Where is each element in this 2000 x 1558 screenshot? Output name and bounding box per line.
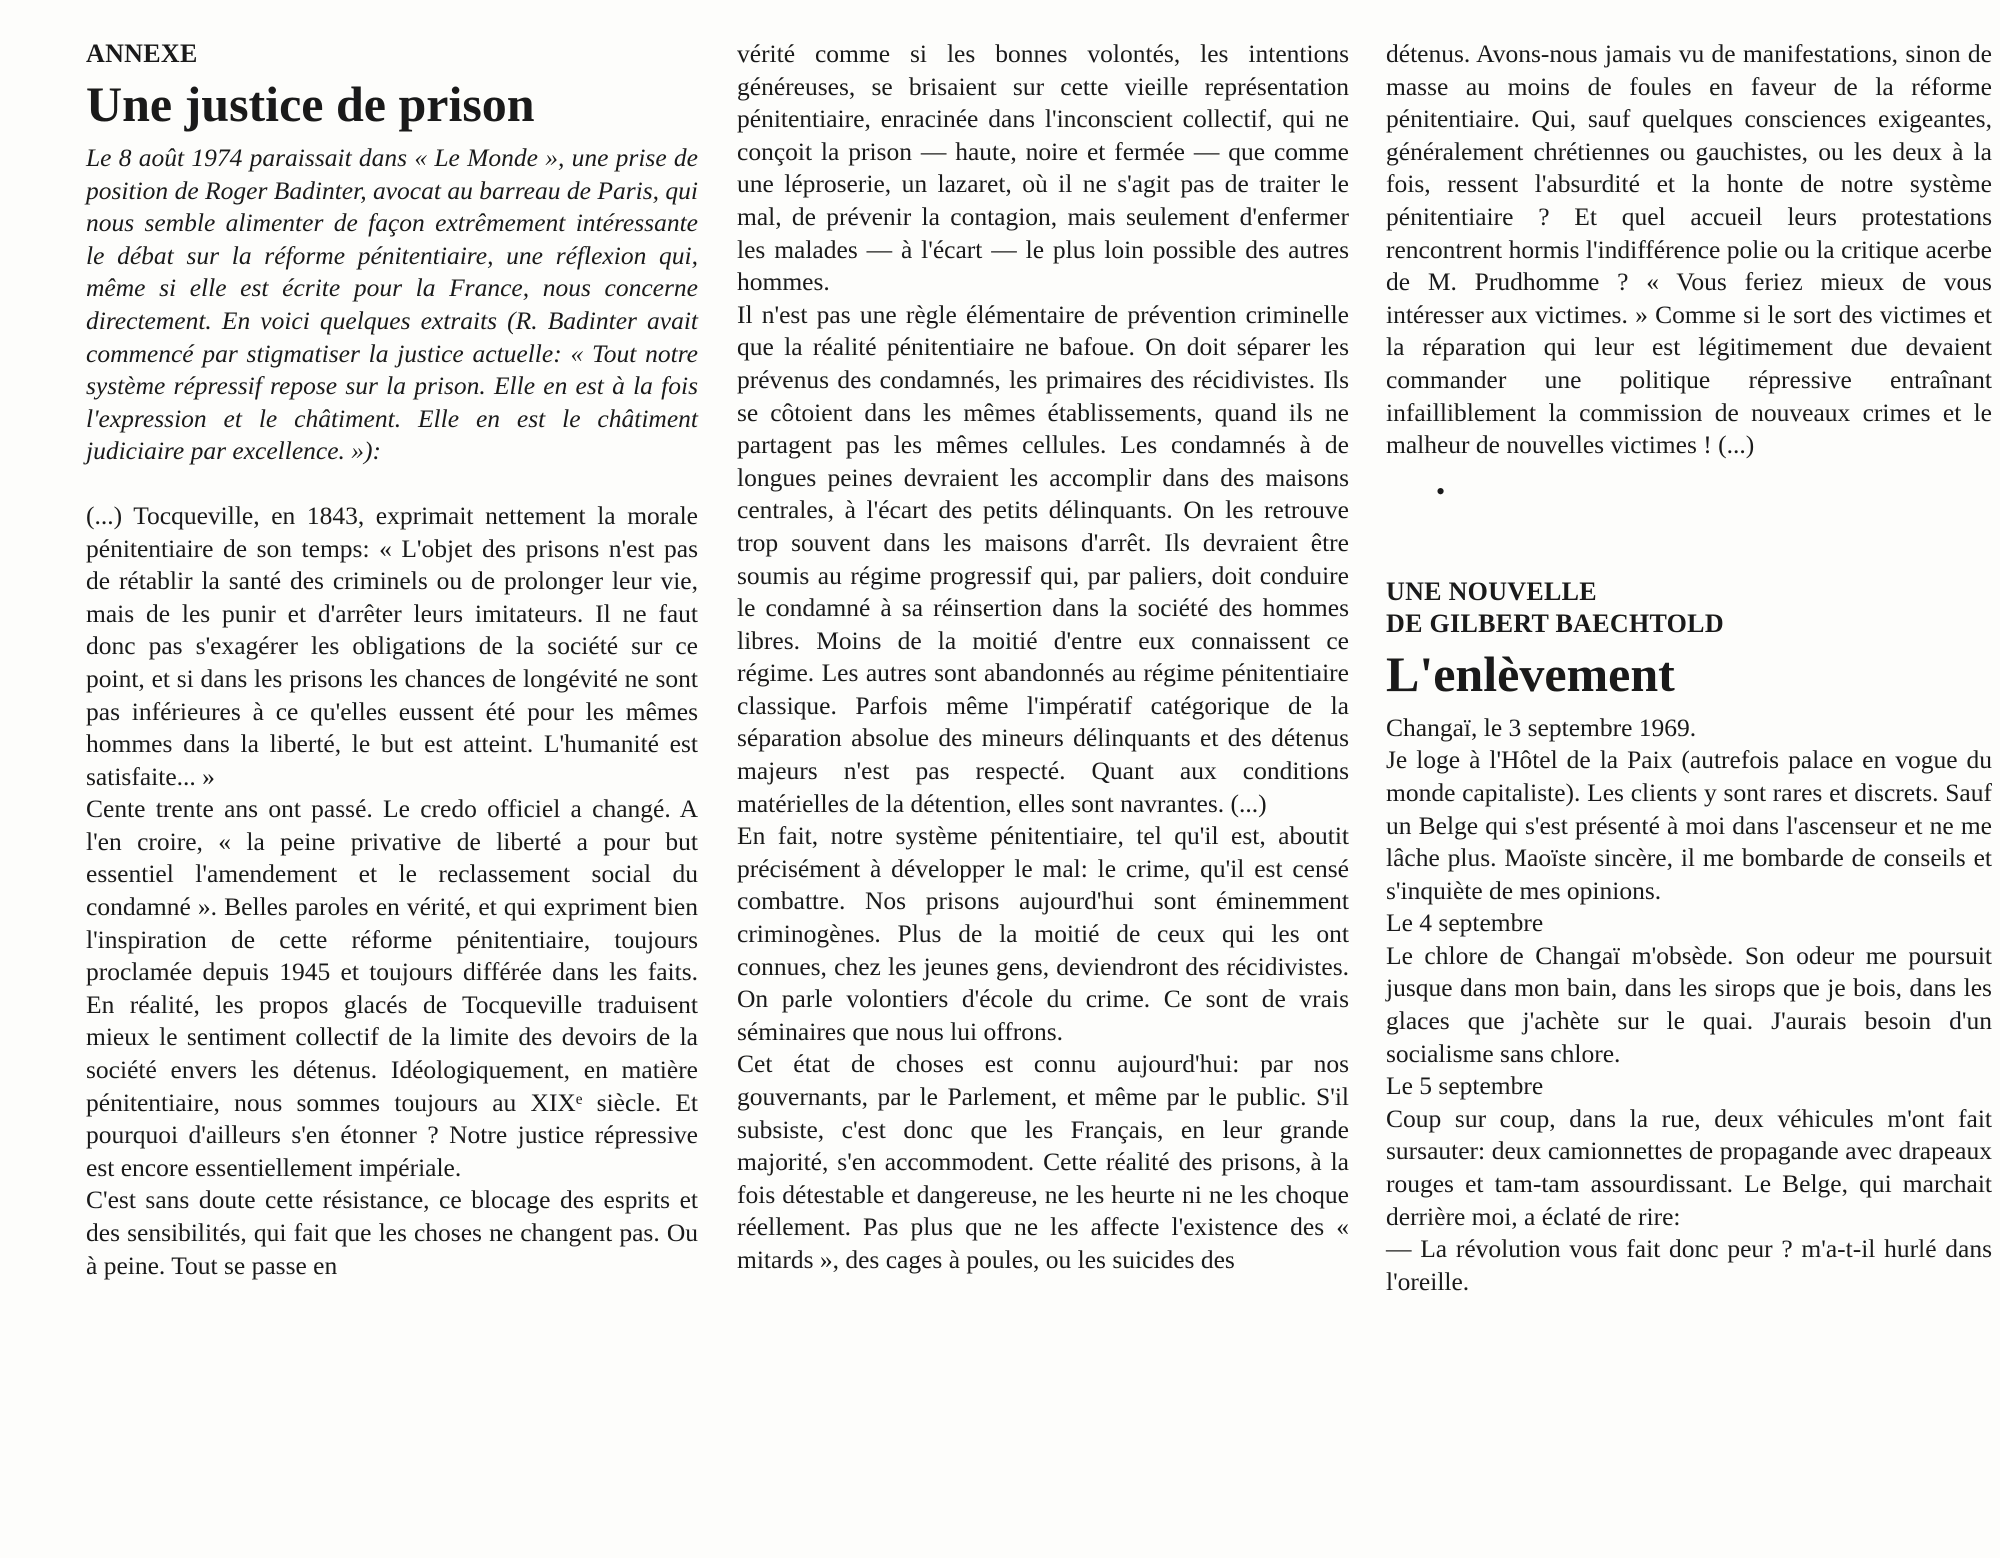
section-kicker-nouvelle-2: DE GILBERT BAECHTOLD xyxy=(1386,608,1724,638)
article-title-prison: Une justice de prison xyxy=(86,76,535,132)
section-separator-dot: • xyxy=(1436,476,1446,506)
paragraph-gap xyxy=(86,468,698,500)
diary-entry: Le chlore de Changaï m'obsède. Son odeur me poursuit jusque dans mon bain, dans les sirops que je bois, dans les glaces que j'achète sur le quai. J'aurais besoin d'un socialisme sans chlore. xyxy=(1386,940,1992,1068)
body-paragraph: vérité comme si les bonnes volontés, les intentions généreuses, se brisaient sur cette vieille représentation pénitentiaire, enracinée dans l'inconscient collectif, qui ne conçoit la prison — haute, noire et fermée — que comme une léproserie, un lazaret, où il ne s'agit pas de traiter le mal, de prévenir la contagion, mais seulement d'enfermer les malades — à l'écart — le plus loin possible des autres hommes. xyxy=(737,39,1349,297)
body-paragraph: détenus. Avons-nous jamais vu de manifestations, sinon de masse au moins de foules en faveur de la réforme pénitentiaire. Qui, sauf quelques consciences exigeantes, généralement chrétiennes ou gauchistes, ou les deux à la fois, ressent l'absurdité et la honte de notre système pénitentiaire ? Et quel accueil leurs protestations rencontrent hormis l'indifférence polie ou la critique acerbe de M. Prudhomme ? « Vous feriez mieux de vous intéresser aux victimes. » Comme si le sort des victimes et la réparation qui leur est légitimement due devaient commander une politique répressive entraînant infailliblement la commission de nouveaux crimes et le malheur de nouvelles victimes ! (...) xyxy=(1386,39,1992,460)
section-kicker-nouvelle-1: UNE NOUVELLE xyxy=(1386,576,1597,606)
body-paragraph: (...) Tocqueville, en 1843, exprimait nettement la morale pénitentiaire de son temps: « L'objet des prisons n'est pas de rétablir la santé des criminels ou de prolonger leur vie, mais de les punir et d'arrêter leurs imitateurs. Il ne faut donc pas s'exagérer les obligations de la société sur ce point, et si dans les prisons les chances de longévité ne sont pas inférieures à ce qu'elles eussent été pour les mêmes hommes dans la liberté, le but est atteint. L'humanité est satisfaite... » xyxy=(86,500,698,791)
diary-entry: — La révolution vous fait donc peur ? m'a-t-il hurlé dans l'oreille. xyxy=(1386,1234,1992,1296)
diary-date: Changaï, le 3 septembre 1969. xyxy=(1386,712,1697,742)
body-paragraph: En fait, notre système pénitentiaire, tel qu'il est, aboutit précisément à développer le mal: le crime, qu'il est censé combattre. Nos prisons aujourd'hui sont éminemment criminogènes. Plus de la moitié de ceux qui les ont connues, chez les jeunes gens, deviendront des récidivistes. On parle volontiers d'école du crime. Ce sont de vrais séminaires que nous lui offrons. xyxy=(737,821,1349,1046)
body-paragraph: C'est sans doute cette résistance, ce blocage des esprits et des sensibilités, qui fait que les choses ne changent pas. Ou à peine. Tout se passe en xyxy=(86,1185,698,1280)
column-3 xyxy=(1386,38,1992,1298)
diary-entry: Je loge à l'Hôtel de la Paix (autrefois palace en vogue du monde capitaliste). Les clients y sont rares et discrets. Sauf un Belge qui s'est présenté à moi dans l'ascenseur et ne me lâche plus. Maoïste sincère, il me bombarde de conseils et s'inquiète de mes opinions. xyxy=(1386,745,1992,905)
section-kicker-annexe: ANNEXE xyxy=(86,39,198,68)
diary-date: Le 4 septembre xyxy=(1386,908,1544,938)
column-2 xyxy=(737,38,1349,1277)
diary-date: Le 5 septembre xyxy=(1386,1071,1544,1101)
body-paragraph: Cente trente ans ont passé. Le credo officiel a changé. A l'en croire, « la peine privative de liberté a pour but essentiel l'amendement et le reclassement social du condamné ». Belles paroles en vérité, et qui expriment bien l'inspiration de cette réforme pénitentiaire, toujours proclamée depuis 1945 et toujours différée dans les faits. En réalité, les propos glacés de Tocqueville traduisent mieux le sentiment collectif de la limite des devoirs de la société envers les détenus. Idéologiquement, en matière pénitentiaire, nous sommes toujours au XIXᵉ siècle. Et pourquoi d'ailleurs s'en étonner ? Notre justice répressive est encore essentiellement impériale. xyxy=(86,794,698,1182)
diary-entry: Coup sur coup, dans la rue, deux véhicules m'ont fait sursauter: deux camionnettes de propagande avec drapeaux rouges et tam-tam assourdissant. Le Belge, qui marchait derrière moi, a éclaté de rire: xyxy=(1386,1103,1992,1231)
body-paragraph: Il n'est pas une règle élémentaire de prévention criminelle que la réalité pénitentiaire ne bafoue. On doit séparer les prévenus des condamnés, les primaires des récidivistes. Ils se côtoient dans les mêmes établissements, quand ils ne partagent pas les mêmes cellules. Les condamnés à de longues peines devraient les accomplir dans des maisons centrales, à l'écart des petits délinquants. On les retrouve trop souvent dans les maisons d'arrêt. Ils devraient être soumis au régime progressif qui, par paliers, doit conduire le condamné à sa réinsertion dans la société des hommes libres. Moins de la moitié d'entre eux connaissent ce régime. Les autres sont abandonnés au régime pénitentiaire classique. Parfois même l'impératif catégorique de la séparation absolue des mineurs délinquants et des détenus majeurs n'est pas respecté. Quant aux conditions matérielles de la détention, elles sont navrantes. (...) xyxy=(737,299,1349,818)
section-gap xyxy=(1386,508,1992,576)
body-paragraph: Cet état de choses est connu aujourd'hui: par nos gouvernants, par le Parlement, et même par le public. S'il subsiste, c'est donc que les Français, en leur grande majorité, s'en accommodent. Cette réalité des prisons, à la fois détestable et dangereuse, ne les heurte ni ne les choque réellement. Pas plus que ne les affecte l'existence des « mitards », des cages à poules, ou les suicides des xyxy=(737,1049,1349,1274)
article-intro: Le 8 août 1974 paraissait dans « Le Monde », une prise de position de Roger Badinter, avocat au barreau de Paris, qui nous semble alimenter de façon extrêmement intéressante le débat sur la réforme pénitentiaire, une réflexion qui, même si elle est écrite pour la France, nous concerne directement. En voici quelques extraits (R. Badinter avait commencé par stigmatiser la justice actuelle: « Tout notre système répressif repose sur la prison. Elle en est à la fois l'expression et le châtiment. Elle en est le châtiment judiciaire par excellence. »): xyxy=(86,143,698,466)
article-title-enlevement: L'enlèvement xyxy=(1386,645,1675,702)
column-1 xyxy=(86,38,698,1282)
